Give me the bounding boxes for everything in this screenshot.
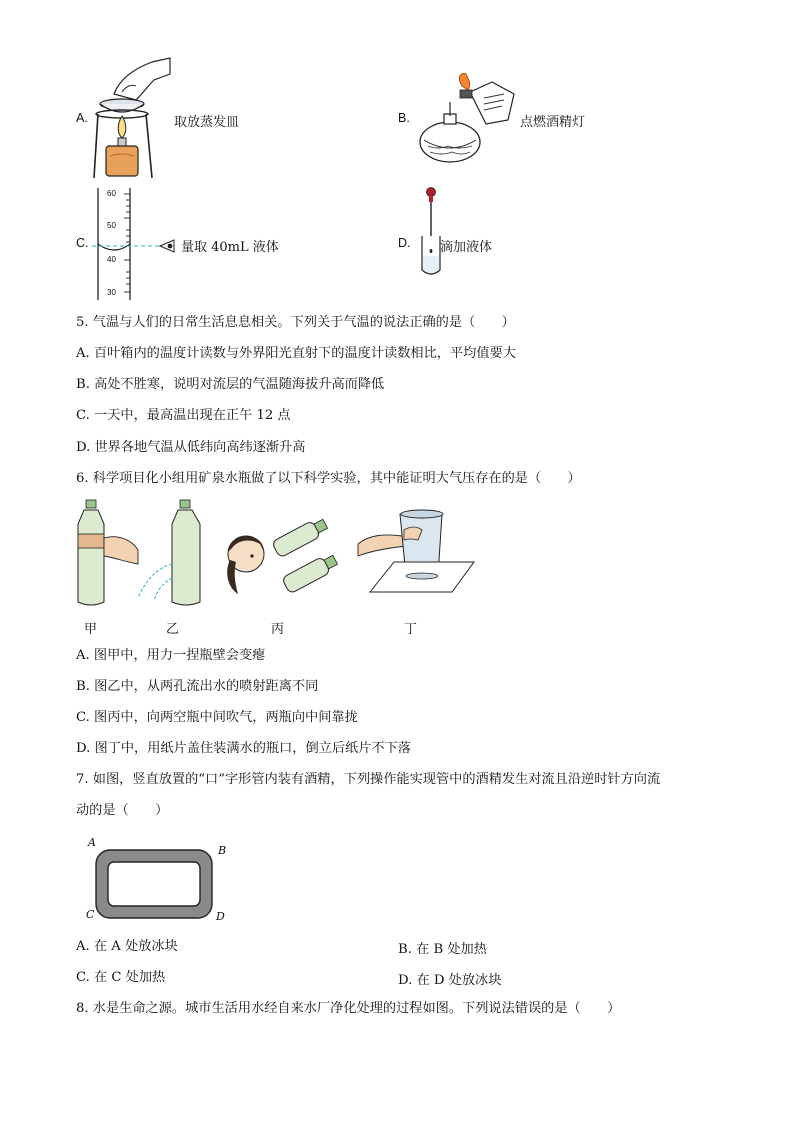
figure-label-jia: 甲 bbox=[84, 622, 98, 637]
option-a-letter: A. bbox=[76, 111, 88, 125]
corner-label-b: B bbox=[218, 844, 227, 857]
graduated-cylinder-figure bbox=[90, 186, 182, 302]
option-c-letter: C. bbox=[76, 236, 89, 250]
q6-option-c: C. 图丙中，向两空瓶中间吹气，两瓶向中间靠拢 bbox=[76, 710, 358, 725]
q7-option-b: B. 在 B 处加热 bbox=[398, 942, 487, 957]
figure-label-bing: 丙 bbox=[271, 622, 285, 637]
option-b-caption: 点燃酒精灯 bbox=[520, 115, 586, 130]
q5-stem: 5. 气温与人们的日常生活息息相关。下列关于气温的说法正确的是（ ） bbox=[76, 315, 515, 330]
scale-label-30: 30 bbox=[107, 288, 116, 297]
q6-option-b: B. 图乙中，从两孔流出水的喷射距离不同 bbox=[76, 679, 319, 694]
q6-option-a: A. 图甲中，用力一捏瓶壁会变瘪 bbox=[76, 648, 266, 663]
q6-option-d: D. 图丁中，用纸片盖住装满水的瓶口，倒立后纸片不下落 bbox=[76, 741, 411, 756]
option-d-caption: 滴加液体 bbox=[440, 240, 493, 255]
scale-label-60: 60 bbox=[107, 189, 116, 198]
q8-stem: 8. 水是生命之源。城市生活用水经自来水厂净化处理的过程如图。下列说法错误的是（ ） bbox=[76, 1001, 621, 1016]
figure-label-ding: 丁 bbox=[404, 622, 418, 637]
option-c-caption: 量取 40mL 液体 bbox=[181, 240, 279, 255]
q5-option-a: A. 百叶箱内的温度计读数与外界阳光直射下的温度计读数相比，平均值要大 bbox=[76, 346, 516, 361]
q7-option-a: A. 在 A 处放冰块 bbox=[76, 939, 178, 954]
q7-option-d: D. 在 D 处放冰块 bbox=[398, 973, 502, 988]
dropper-test-tube-figure bbox=[418, 186, 444, 278]
q5-option-d: D. 世界各地气温从低纬向高纬逐渐升高 bbox=[76, 440, 306, 455]
blow-between-bottles-figure bbox=[220, 508, 350, 600]
option-d-letter: D. bbox=[398, 236, 411, 250]
q5-option-c: C. 一天中，最高温出现在正午 12 点 bbox=[76, 408, 291, 423]
corner-label-d: D bbox=[216, 910, 225, 923]
corner-label-c: C bbox=[86, 908, 95, 921]
option-a-caption: 取放蒸发皿 bbox=[174, 115, 240, 130]
scale-label-50: 50 bbox=[107, 221, 116, 230]
q6-stem: 6. 科学项目化小组用矿泉水瓶做了以下科学实验，其中能证明大气压存在的是（ ） bbox=[76, 471, 581, 486]
bottle-holes-figure bbox=[130, 498, 210, 610]
q7-stem-line1: 7. 如图，竖直放置的“口”字形管内装有酒精，下列操作能实现管中的酒精发生对流且沿逆时针方向流 bbox=[76, 772, 661, 787]
evaporating-dish-figure bbox=[92, 56, 172, 182]
q5-option-b: B. 高处不胜寒，说明对流层的气温随海拔升高而降低 bbox=[76, 377, 385, 392]
inverted-cup-paper-figure bbox=[356, 500, 478, 596]
corner-label-a: A bbox=[88, 836, 96, 849]
q7-stem-line2: 动的是（ ） bbox=[76, 803, 169, 818]
q7-option-c: C. 在 C 处加热 bbox=[76, 970, 166, 985]
alcohol-lamp-figure bbox=[418, 72, 522, 168]
option-b-letter: B. bbox=[398, 111, 410, 125]
scale-label-40: 40 bbox=[107, 255, 116, 264]
figure-label-yi: 乙 bbox=[166, 622, 180, 637]
square-tube-figure bbox=[92, 846, 218, 922]
